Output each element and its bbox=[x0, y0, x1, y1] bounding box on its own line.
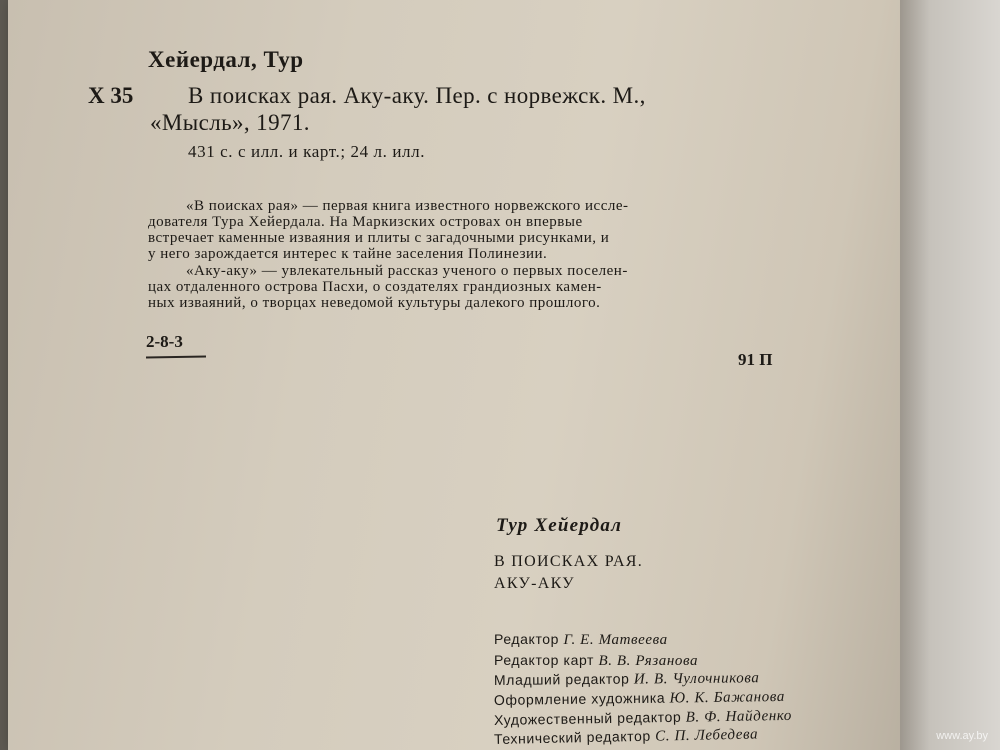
credit-line bbox=[494, 652, 698, 670]
credit-role: Оформление художника bbox=[493, 689, 666, 708]
credit-name: Ю. К. Бажанова bbox=[669, 688, 786, 707]
annotation-line: ных изваяний, о творцах неведомой культуры далекого прошлого. bbox=[148, 295, 601, 311]
credit-role: Редактор карт bbox=[494, 652, 595, 668]
order-code: 91 П bbox=[738, 350, 773, 369]
credit-name: С. П. Лебедева bbox=[655, 726, 759, 745]
annotation-line: у него зарождается интерес к тайне заселения Полинезии. bbox=[148, 246, 548, 262]
classification-code: 2-8-3 bbox=[146, 332, 183, 351]
annotation-line: цах отдаленного острова Пасхи, о создателях грандиозных камен- bbox=[148, 279, 602, 295]
credit-role: Технический редактор bbox=[493, 727, 651, 747]
catalog-code: Х 35 bbox=[88, 83, 134, 108]
credit-name: Г. Е. Матвеева bbox=[563, 632, 668, 648]
book-title-line1: В ПОИСКАХ РАЯ. bbox=[494, 553, 644, 570]
annotation-line: дователя Тура Хейердала. На Маркизских островах он впервые bbox=[148, 214, 583, 230]
credit-name: В. В. Рязанова bbox=[598, 653, 699, 669]
credit-line bbox=[494, 669, 760, 690]
credit-role: Редактор bbox=[494, 631, 560, 647]
catalog-title-line1: В поисках рая. Аку-аку. Пер. с норвежск. М., bbox=[188, 83, 646, 108]
page-edge bbox=[900, 0, 1000, 750]
book-author: Тур Хейердал bbox=[496, 515, 623, 536]
catalog-pages: 431 с. с илл. и карт.; 24 л. илл. bbox=[188, 142, 426, 161]
catalog-author: Хейердал, Тур bbox=[148, 47, 304, 72]
book-title-line2: АКУ-АКУ bbox=[494, 575, 575, 592]
annotation-line: «Аку-аку» — увлекательный рассказ ученого о первых поселен- bbox=[186, 263, 628, 279]
credit-line bbox=[494, 631, 668, 649]
credit-role: Художественный редактор bbox=[493, 708, 682, 728]
credit-name: В. Ф. Найденко bbox=[685, 707, 793, 726]
credit-name: И. В. Чулочникова bbox=[633, 670, 760, 688]
credit-role: Младший редактор bbox=[493, 670, 630, 688]
catalog-title-line2: «Мысль», 1971. bbox=[150, 110, 310, 135]
watermark: www.ay.by bbox=[936, 730, 988, 742]
book-page bbox=[8, 0, 903, 750]
annotation-line: встречает каменные изваяния и плиты с загадочными рисунками, и bbox=[148, 230, 610, 246]
annotation-line: «В поисках рая» — первая книга известного норвежского иссле- bbox=[186, 198, 629, 214]
